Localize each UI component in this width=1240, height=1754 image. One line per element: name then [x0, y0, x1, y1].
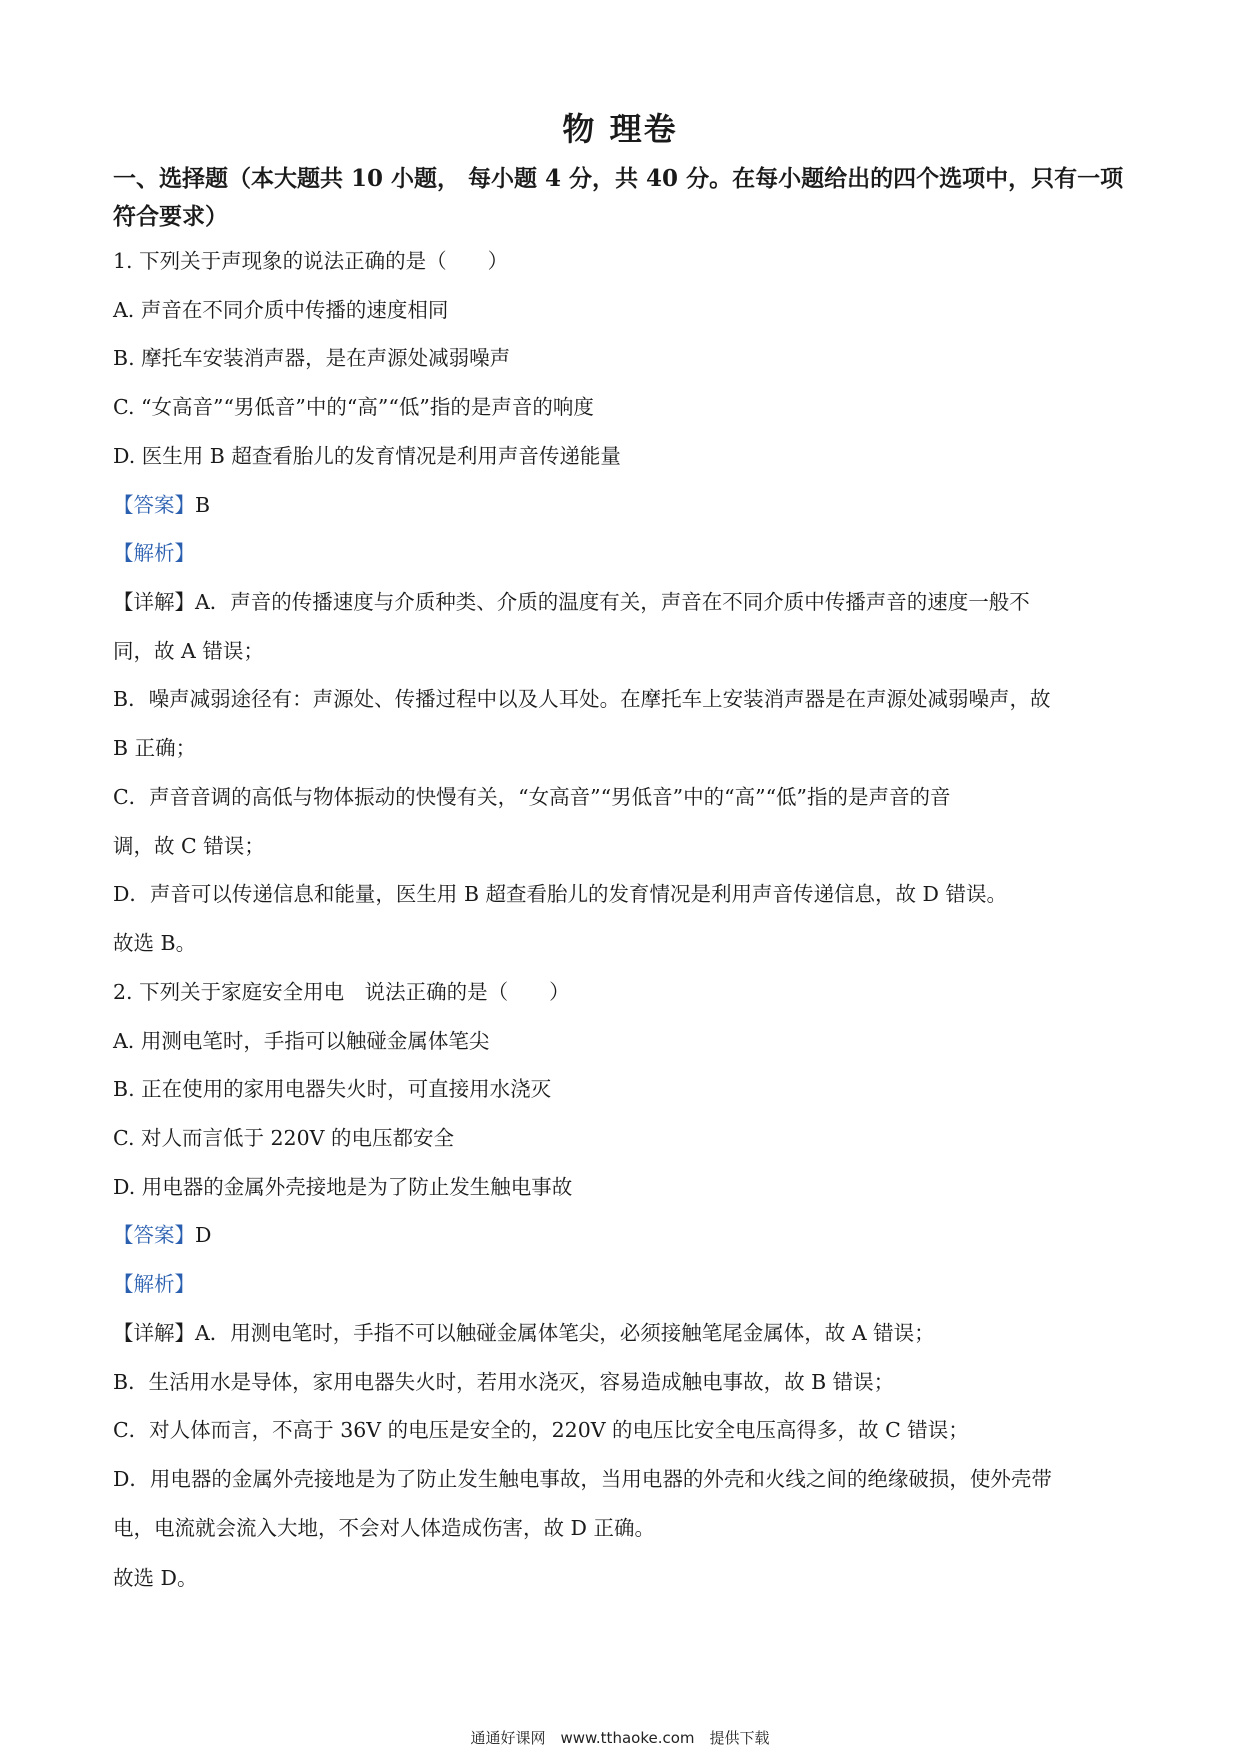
q1-detail-line: 故选 B。	[113, 931, 197, 955]
q2-analysis-tag: 【解析】	[113, 1272, 195, 1296]
q1-answer-tag: 【答案】	[113, 493, 195, 517]
q2-answer	[113, 1220, 1143, 1250]
q1-stem: 1. 下列关于声现象的说法正确的是（ ）	[113, 249, 509, 273]
q2-detail-line: B．生活用水是导体，家用电器失火时，若用水浇灭，容易造成触电事故，故 B 错误；	[113, 1370, 895, 1394]
q2-answer-tag: 【答案】	[113, 1223, 195, 1247]
q1-option-b: B. 摩托车安装消声器，是在声源处减弱噪声	[113, 346, 511, 370]
q1-detail-line: 【详解】A．声音的传播速度与介质种类、介质的温度有关，声音在不同介质中传播声音的速度一般不	[113, 590, 1030, 614]
q1-answer-value: B	[195, 493, 211, 517]
q1-detail-line: 同，故 A 错误；	[113, 639, 264, 663]
q2-detail-line: C．对人体而言，不高于 36V 的电压是安全的，220V 的电压比安全电压高得多，故 C 错误；	[113, 1418, 969, 1442]
q2-detail-line: 【详解】A．用测电笔时，手指不可以触碰金属体笔尖，必须接触笔尾金属体，故 A 错误；	[113, 1321, 935, 1345]
q1-option-c: C. “女高音”“男低音”中的“高”“低”指的是声音的响度	[113, 395, 594, 419]
q2-option-d: D. 用电器的金属外壳接地是为了防止发生触电事故	[113, 1175, 573, 1199]
page-footer: 通通好课网 www.tthaoke.com 提供下载	[470, 1729, 770, 1747]
q1-option-d: D. 医生用 B 超查看胎儿的发育情况是利用声音传递能量	[113, 444, 621, 468]
q1-analysis-tag: 【解析】	[113, 541, 195, 565]
q2-option-b: B. 正在使用的家用电器失火时，可直接用水浇灭	[113, 1077, 552, 1101]
q2-detail-line: D．用电器的金属外壳接地是为了防止发生触电事故，当用电器的外壳和火线之间的绝缘破损，使外壳带	[113, 1467, 1052, 1491]
q2-option-a: A. 用测电笔时，手指可以触碰金属体笔尖	[113, 1029, 490, 1053]
q2-detail-line: 电，电流就会流入大地，不会对人体造成伤害，故 D 正确。	[113, 1516, 655, 1540]
q1-detail-line: C．声音音调的高低与物体振动的快慢有关，“女高音”“男低音”中的“高”“低”指的是声音的音	[113, 785, 951, 809]
q2-option-c: C. 对人而言低于 220V 的电压都安全	[113, 1126, 454, 1150]
q2-stem: 2. 下列关于家庭安全用电 说法正确的是（ ）	[113, 980, 570, 1004]
page-title: 物 理卷	[562, 110, 678, 148]
q2-answer-value: D	[195, 1223, 212, 1247]
section-heading: 一、选择题（本大题共 10 小题， 每小题 4 分，共 40 分。在每小题给出的四个选项中，只有一项符合要求）	[113, 165, 1124, 230]
q1-detail-line: 调，故 C 错误；	[113, 834, 265, 858]
q1-answer	[113, 490, 1143, 520]
q1-detail-line: D．声音可以传递信息和能量，医生用 B 超查看胎儿的发育情况是利用声音传递信息，故 D 错误。	[113, 882, 1007, 906]
q1-detail-line: B．噪声减弱途径有：声源处、传播过程中以及人耳处。在摩托车上安装消声器是在声源处减弱噪声，故	[113, 687, 1051, 711]
q2-detail-line: 故选 D。	[113, 1566, 198, 1590]
q1-detail-line: B 正确；	[113, 736, 197, 760]
q1-option-a: A. 声音在不同介质中传播的速度相同	[113, 298, 449, 322]
